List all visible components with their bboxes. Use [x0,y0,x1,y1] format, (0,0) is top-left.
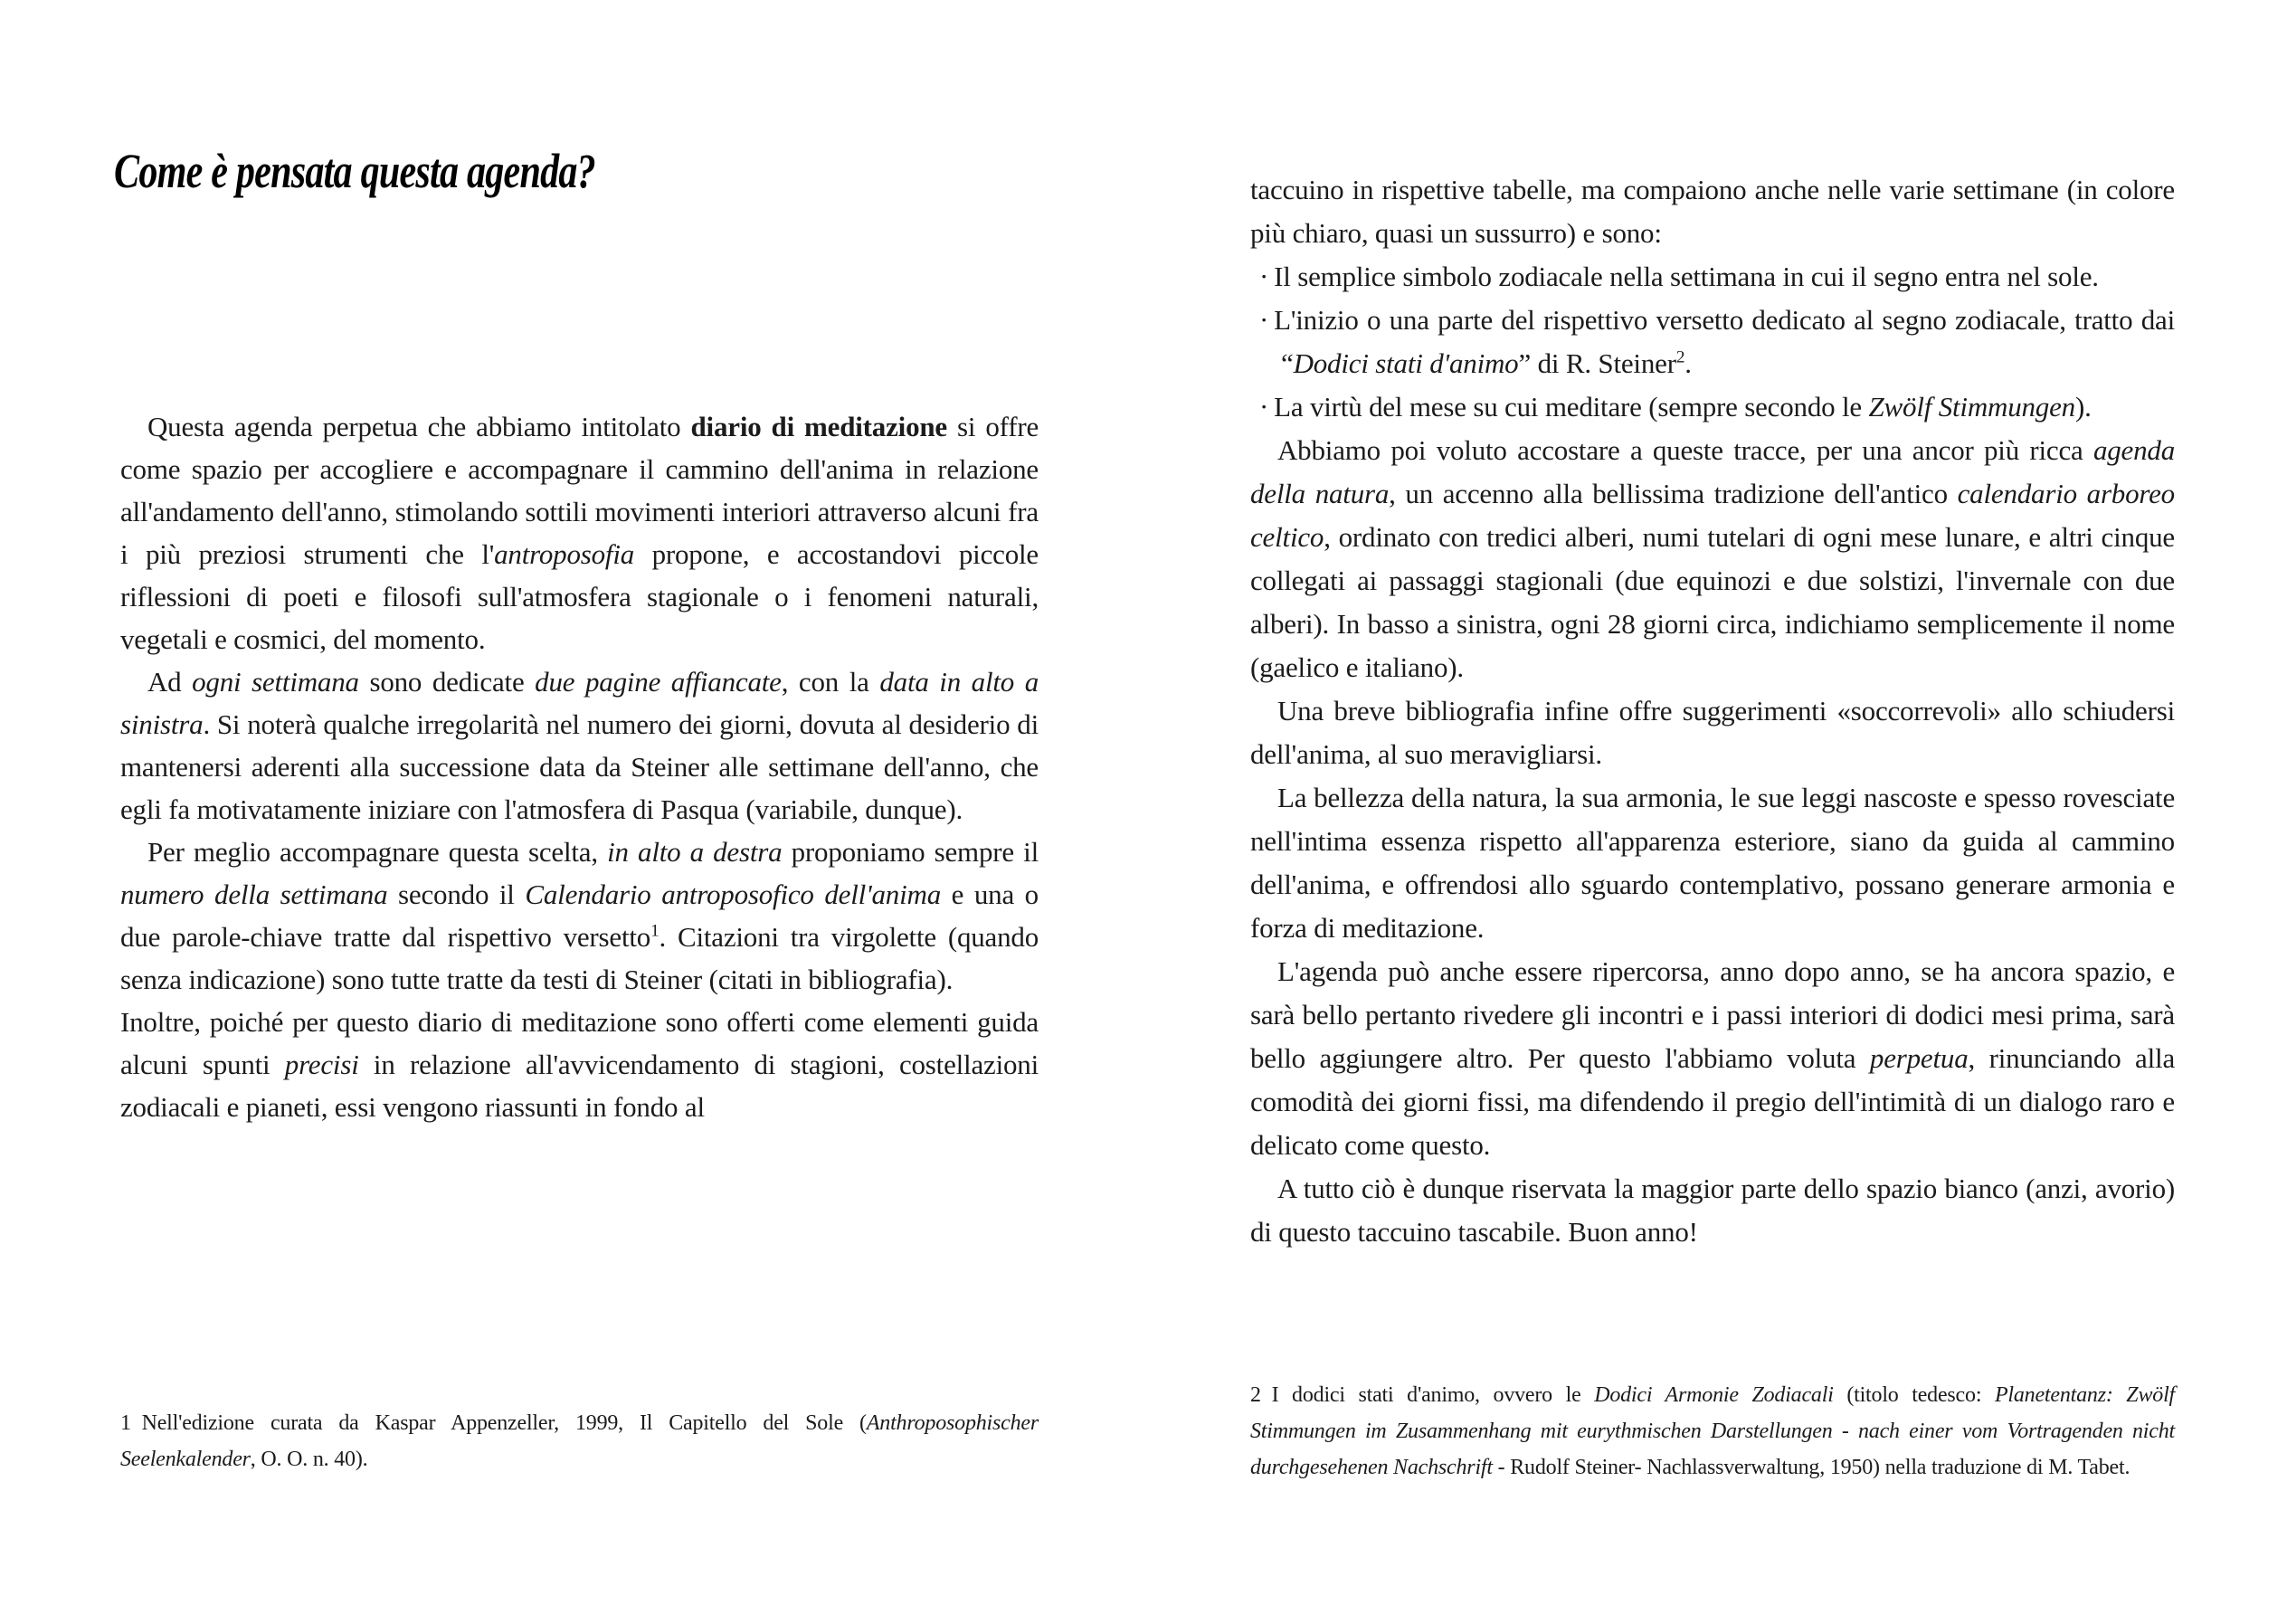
text-run: 2 [1675,347,1685,367]
text-run: ). [2074,391,2092,423]
text-run: in alto a destra [607,836,783,868]
text-run: secondo il [387,878,526,910]
text-run: , un accenno alla bellissima tradizione dell'antico [1389,478,1958,509]
text-run: , ordinato con tredici alberi, numi tutelari di ogni mese lunare, e altri cinque collegati ai passaggi stagionali (due equinozi e due solstizi, l'invernale con due alberi). In basso a sinistra, ogni 28 giorni circa, indichiamo semplicemente il nome (gaelico e italiano). [1250,521,2175,683]
text-run: 1 [650,921,660,941]
text-run: si offre come spazio per accogliere e accompagnare il cammino dell'anima in relazione all'andamento dell'anno, stimolando sottili movimenti interiori attraverso alcuni fra i più preziosi strumenti che l' [120,411,1039,570]
text-run: data in alto a sinistra [120,666,1039,740]
text-run: Ad [147,666,193,698]
text-run: · Il semplice simbolo zodiacale nella settimana in cui il segno entra nel sole. [1259,261,2099,292]
paragraph [1250,950,2175,1167]
text-run: A tutto ciò è dunque riservata la maggior parte dello spazio bianco (anzi, avorio) di questo taccuino tascabile. Buon anno! [1250,1173,2175,1248]
bullet-item [1250,385,2175,429]
text-run: 1 Nell'edizione curata da Kaspar Appenzeller, 1999, Il Capitello del Sole ( [120,1411,867,1435]
text-run: L'agenda può anche essere ripercorsa, anno dopo anno, se ha ancora spazio, e sarà bello pertanto rivedere gli incontri e i passi interiori di dodici mesi prima, sarà bello aggiungere altro. Per questo l'abbiamo voluta [1250,955,2175,1074]
text-run: proponiamo sempre il [782,836,1039,868]
text-run: , rinunciando alla comodità dei giorni fissi, ma difendendo il pregio dell'intimità di un dialogo raro e delicato come questo. [1250,1042,2176,1161]
text-run: precisi [284,1049,359,1080]
page-title: Come è pensata questa agenda? [114,144,595,198]
bullet-item [1250,255,2175,299]
text-run: Dodici stati d'animo [1293,347,1519,379]
footnote-2 [1250,1377,2175,1486]
text-run: Questa agenda perpetua che abbiamo intitolato [147,411,691,442]
text-run: e una o due parole-chiave tratte dal rispettivo versetto [120,878,1039,953]
bullet-item [1250,299,2175,385]
paragraph [1250,429,2175,689]
text-run: Per meglio accompagnare questa scelta, [147,836,608,868]
text-run: taccuino in rispettive tabelle, ma compaiono anche nelle varie settimane (in colore più chiaro, quasi un sussurro) e sono: [1250,174,2175,249]
paragraph [1250,1167,2175,1254]
text-run: . Si noterà qualche irregolarità nel numero dei giorni, dovuta al desiderio di mantenersi aderenti alla successione data da Steiner alle settimane dell'anno, che egli fa motivatamente iniziare con l'atmosfera di Pasqua (variabile, dunque). [120,708,1039,825]
text-run: sono dedicate [358,666,536,698]
paragraph [1250,689,2175,776]
right-page-body [1250,168,2175,1254]
text-run: perpetua [1869,1042,1969,1074]
text-run: agenda della natura [1250,434,2175,509]
text-run: 2 I dodici stati d'animo, ovvero le [1250,1383,1595,1407]
text-run: ” di R. Steiner [1518,347,1676,379]
text-run: due pagine affiancate [535,666,782,698]
text-run: diario di meditazione [690,411,947,442]
text-run: · La virtù del mese su cui meditare (sempre secondo le [1259,391,1869,423]
text-run: ogni settimana [192,666,359,698]
text-run: Zwölf Stimmungen [1868,391,2075,423]
text-run: Abbiamo poi voluto accostare a queste tracce, per una ancor più ricca [1277,434,2093,466]
text-run: antroposofia [494,538,635,570]
text-run: Dodici Armonie Zodiacali [1594,1383,1834,1407]
text-run: Calendario antroposofico dell'anima [525,878,941,910]
text-run: . [1684,347,1692,379]
text-run: Planetentanz: Zwölf Stimmungen im Zusammenhang mit eurythmischen Darstellungen - nach einer vom Vortragenden nicht durchgesehenen Nachschrift [1250,1383,2176,1479]
text-run: , con la [781,666,880,698]
text-run: in relazione all'avvicendamento di stagioni, costellazioni zodiacali e pianeti, essi vengono riassunti in fondo al [120,1049,1039,1123]
text-run: Inoltre, poiché per questo diario di meditazione sono offerti come elementi guida alcuni spunti [120,1006,1039,1080]
text-run: La bellezza della natura, la sua armonia, le sue leggi nascoste e spesso rovesciate nell'intima essenza rispetto all'apparenza esteriore, siano da guida al cammino dell'anima, e offrendosi allo sguardo contemplativo, possano generare armonia e forza di meditazione. [1250,782,2175,944]
text-run: · L'inizio o una parte del rispettivo versetto dedicato al segno zodiacale, tratto dai “ [1259,304,2175,379]
text-run: propone, e accostandovi piccole riflessioni di poeti e filosofi sull'atmosfera stagionale o i fenomeni naturali, vegetali e cosmici, del momento. [120,538,1039,655]
text-run: Anthroposophischer Seelenkalender [120,1411,1039,1471]
text-run: (titolo tedesco: [1833,1383,1995,1407]
text-run: calendario arboreo celtico [1250,478,2175,553]
paragraph [1250,168,2175,255]
text-run: numero della settimana [120,878,388,910]
text-run: - Rudolf Steiner- Nachlassverwaltung, 1950) nella traduzione di M. Tabet. [1492,1456,2130,1479]
text-run: . Citazioni tra virgolette (quando senza indicazione) sono tutte tratte da testi di Steiner (citati in bibliografia). [120,921,1039,995]
text-run: Una breve bibliografia infine offre suggerimenti «soccorrevoli» allo schiudersi dell'anima, al suo meravigliarsi. [1250,695,2175,770]
paragraph [1250,776,2175,950]
text-run: , O. O. n. 40). [250,1448,368,1471]
